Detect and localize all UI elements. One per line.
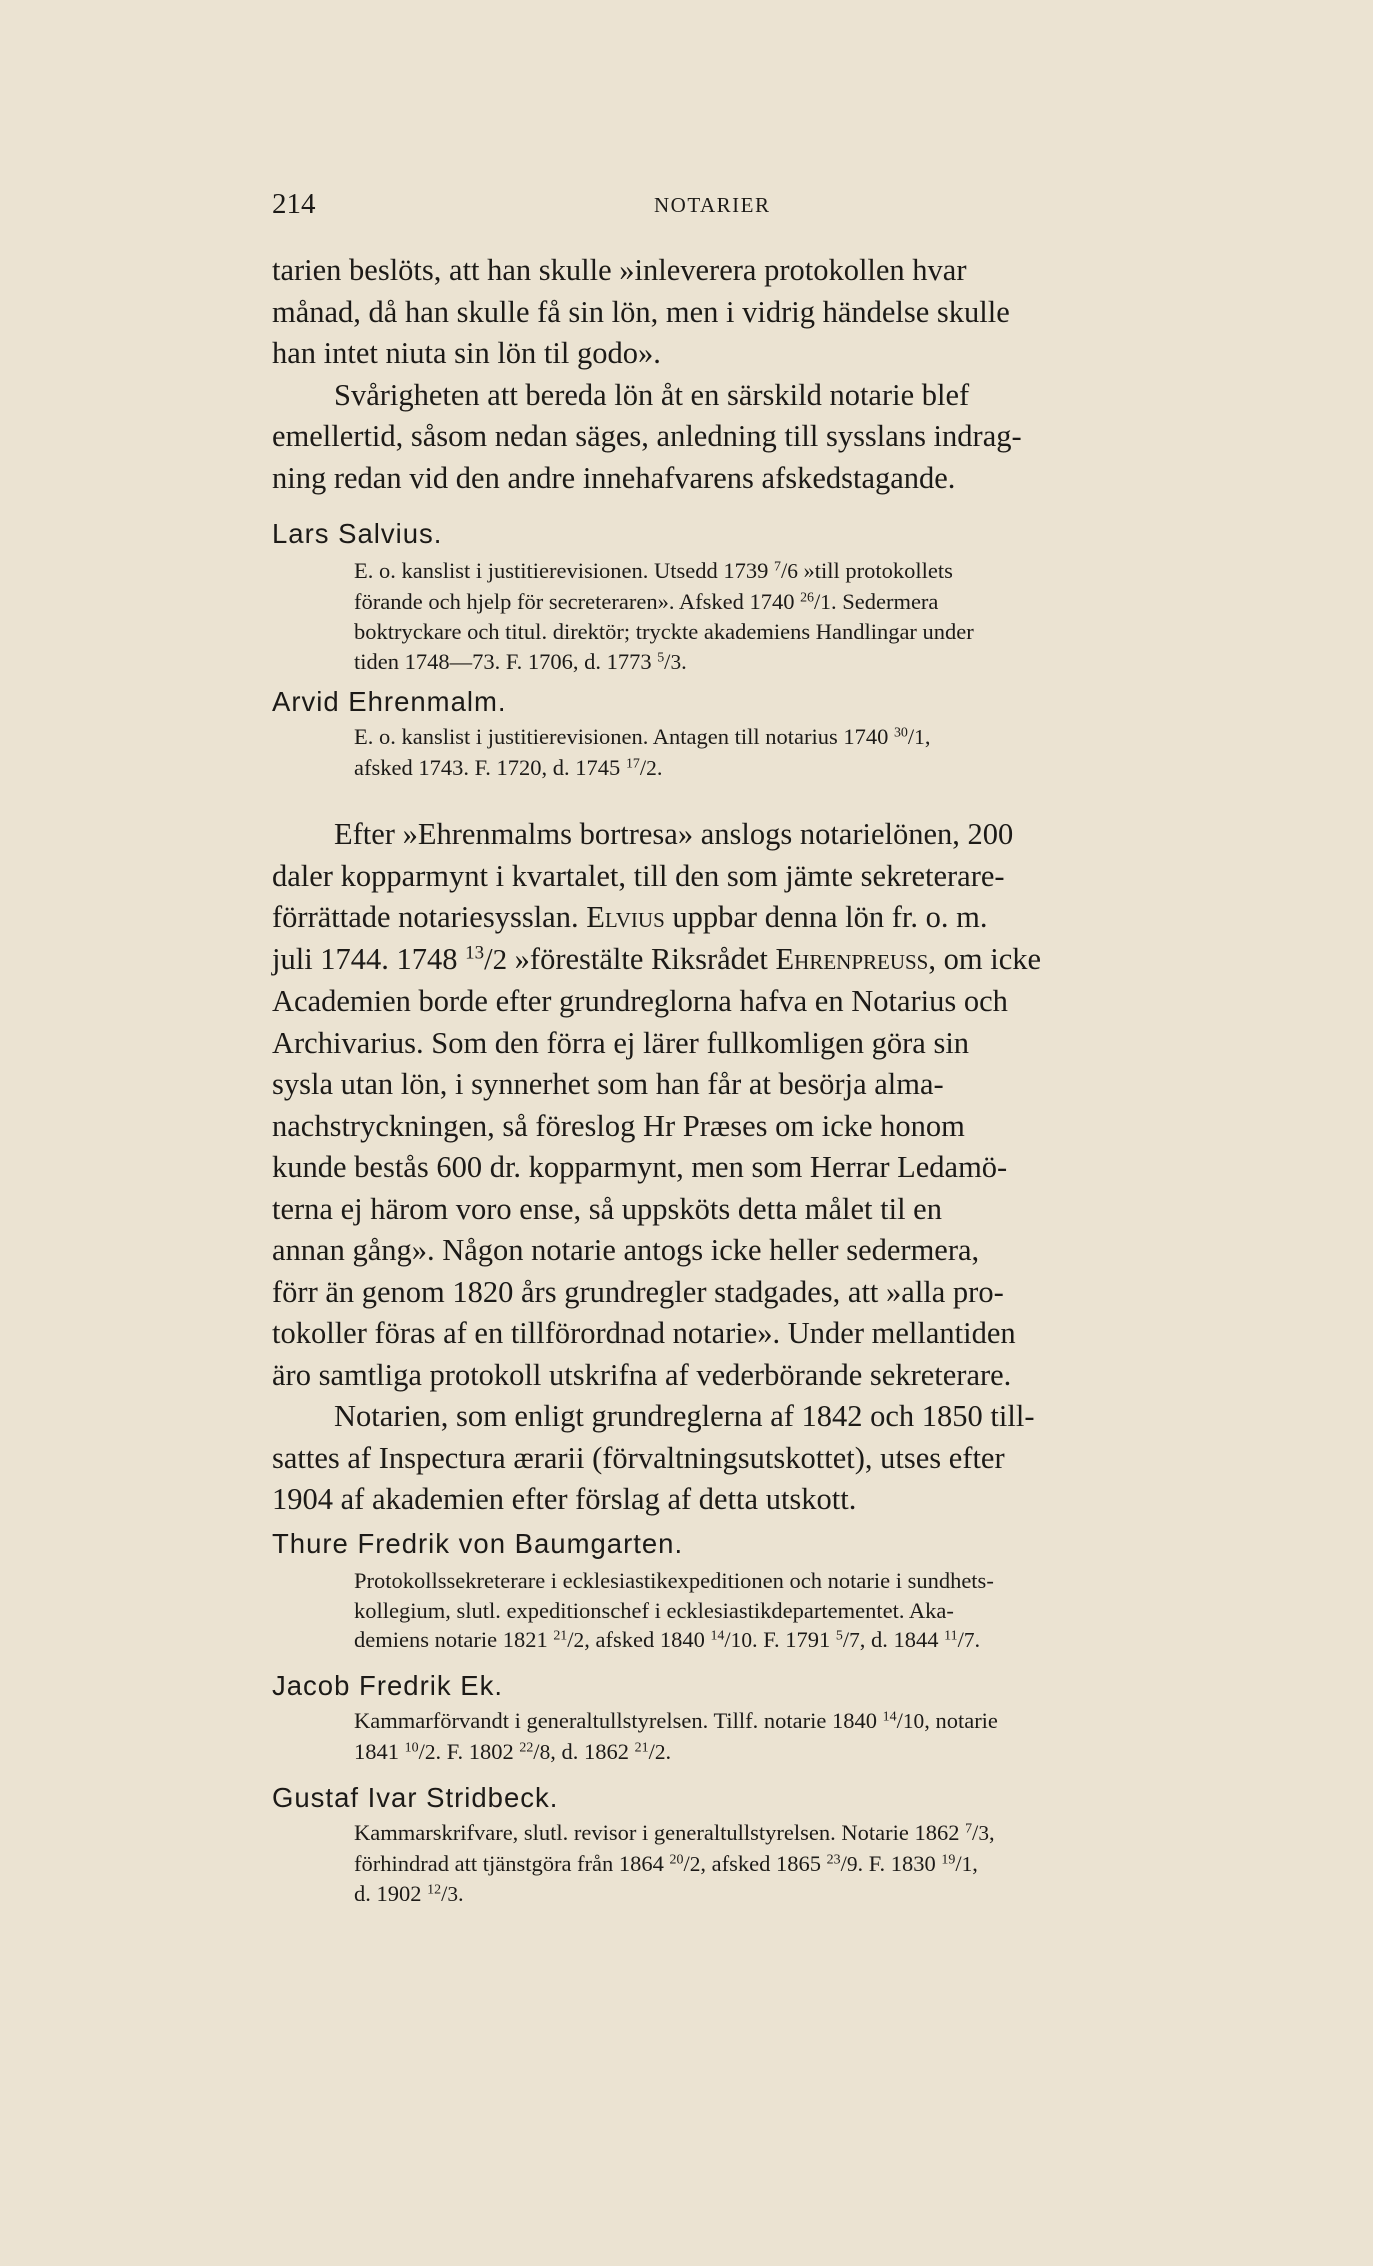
entry-note-ehrenmalm: E. o. kanslist i justitierevisionen. Antagen till notarius 1740 $^{30}$/1, afsked 1743. F. 1720, d. 1745 $^{17}$/2. [354, 724, 931, 780]
page-header [272, 188, 1257, 224]
entry-heading-baumgarten: Thure Fredrik von Baumgarten. [272, 1528, 684, 1559]
entry-heading-ehrenmalm: Arvid Ehrenmalm. [272, 686, 507, 717]
text-line: tarien beslöts, att han skulle »inleverera protokollen hvar [272, 253, 967, 287]
text-line: ning redan vid den andre innehafvarens afskedstagande. [272, 460, 956, 495]
page-number: 214 [272, 188, 316, 220]
paragraph-intro [272, 250, 1257, 499]
entry-note-stridbeck: Kammarskrifvare, slutl. revisor i generaltullstyrelsen. Notarie 1862 $^7$/3, förhindrad att tjänstgöra från 1864 $^{20}$/2, afsked 1865 $^{23}$/9. F. 1830 $^{19}$/1, d. 1902 $^{12}$/3. [354, 1820, 995, 1906]
running-title: NOTARIER [654, 193, 771, 217]
text-line: Svårigheten att bereda lön åt en särskild notarie blef [334, 377, 970, 412]
paragraph-main: Efter »Ehrenmalms bortresa» anslogs notarielönen, 200 daler kopparmynt i kvartalet, till den som jämte sekreterare- förrättade notariesysslan. Elvius uppbar denna lön fr. o. m. juli 1744. 1748 $^{13}$/2 »förestälte Riksrådet Ehrenpreuss, om icke Academien borde efter grundreglorna hafva en Notarius och Archivarius. Som den förra ej lärer fullkomligen göra sin sysla utan lön, i synnerhet som han får at besörja alma- nachstryckningen, så föreslog Hr Præses om icke honom kunde bestås 600 dr. kopparmynt, men som Herrar Ledamö- terna ej härom voro ense, så uppsköts detta målet til en annan gång». Någon notarie antogs icke heller sedermera, förr än genom 1820 års grundregler stadgades, att »alla pro- tokoller föras af en tillförordnad notarie». Under mellantiden äro samtliga protokoll utskrifna af vederbörande sekreterare. Notarien, som enligt grundreglerna af 1842 och 1850 till- sattes af Inspectura ærarii (förvaltningsutskottet), utses efter 1904 af akademien efter förslag af detta utskott. [272, 817, 1042, 1516]
entry-note-baumgarten: Protokollssekreterare i ecklesiastikexpeditionen och notarie i sundhets- kollegium, slutl. expeditionschef i ecklesiastikdepartementet. Aka- demiens notarie 1821 $^{21}$/2, afsked 1840 $^{14}$/10. F. 1791 $^5$/7, d. 1844 $^{11}$/7. [354, 1568, 994, 1652]
entry-heading-ek: Jacob Fredrik Ek. [272, 1670, 503, 1701]
entry-note-ek: Kammarförvandt i generaltullstyrelsen. Tillf. notarie 1840 $^{14}$/10, notarie 1841 $^{10}$/2. F. 1802 $^{22}$/8, d. 1862 $^{21}$/2. [354, 1708, 998, 1764]
entry-note-salvius: E. o. kanslist i justitierevisionen. Utsedd 1739 $^7$/6 »till protokollets förande och hjelp för secreteraren». Afsked 1740 $^{26}$/1. Sedermera boktryckare och titul. direktör; tryckte akademiens Handlingar under tiden 1748—73. F. 1706, d. 1773 $^5$/3. [354, 558, 974, 674]
entry-heading-salvius: Lars Salvius. [272, 518, 443, 549]
text-line: emellertid, såsom nedan säges, anledning till sysslans indrag- [272, 419, 1022, 453]
text-line: månad, då han skulle få sin lön, men i vidrig händelse skulle [272, 294, 1010, 329]
text-line: han intet niuta sin lön til godo». [272, 336, 661, 370]
entry-heading-stridbeck: Gustaf Ivar Stridbeck. [272, 1782, 559, 1813]
